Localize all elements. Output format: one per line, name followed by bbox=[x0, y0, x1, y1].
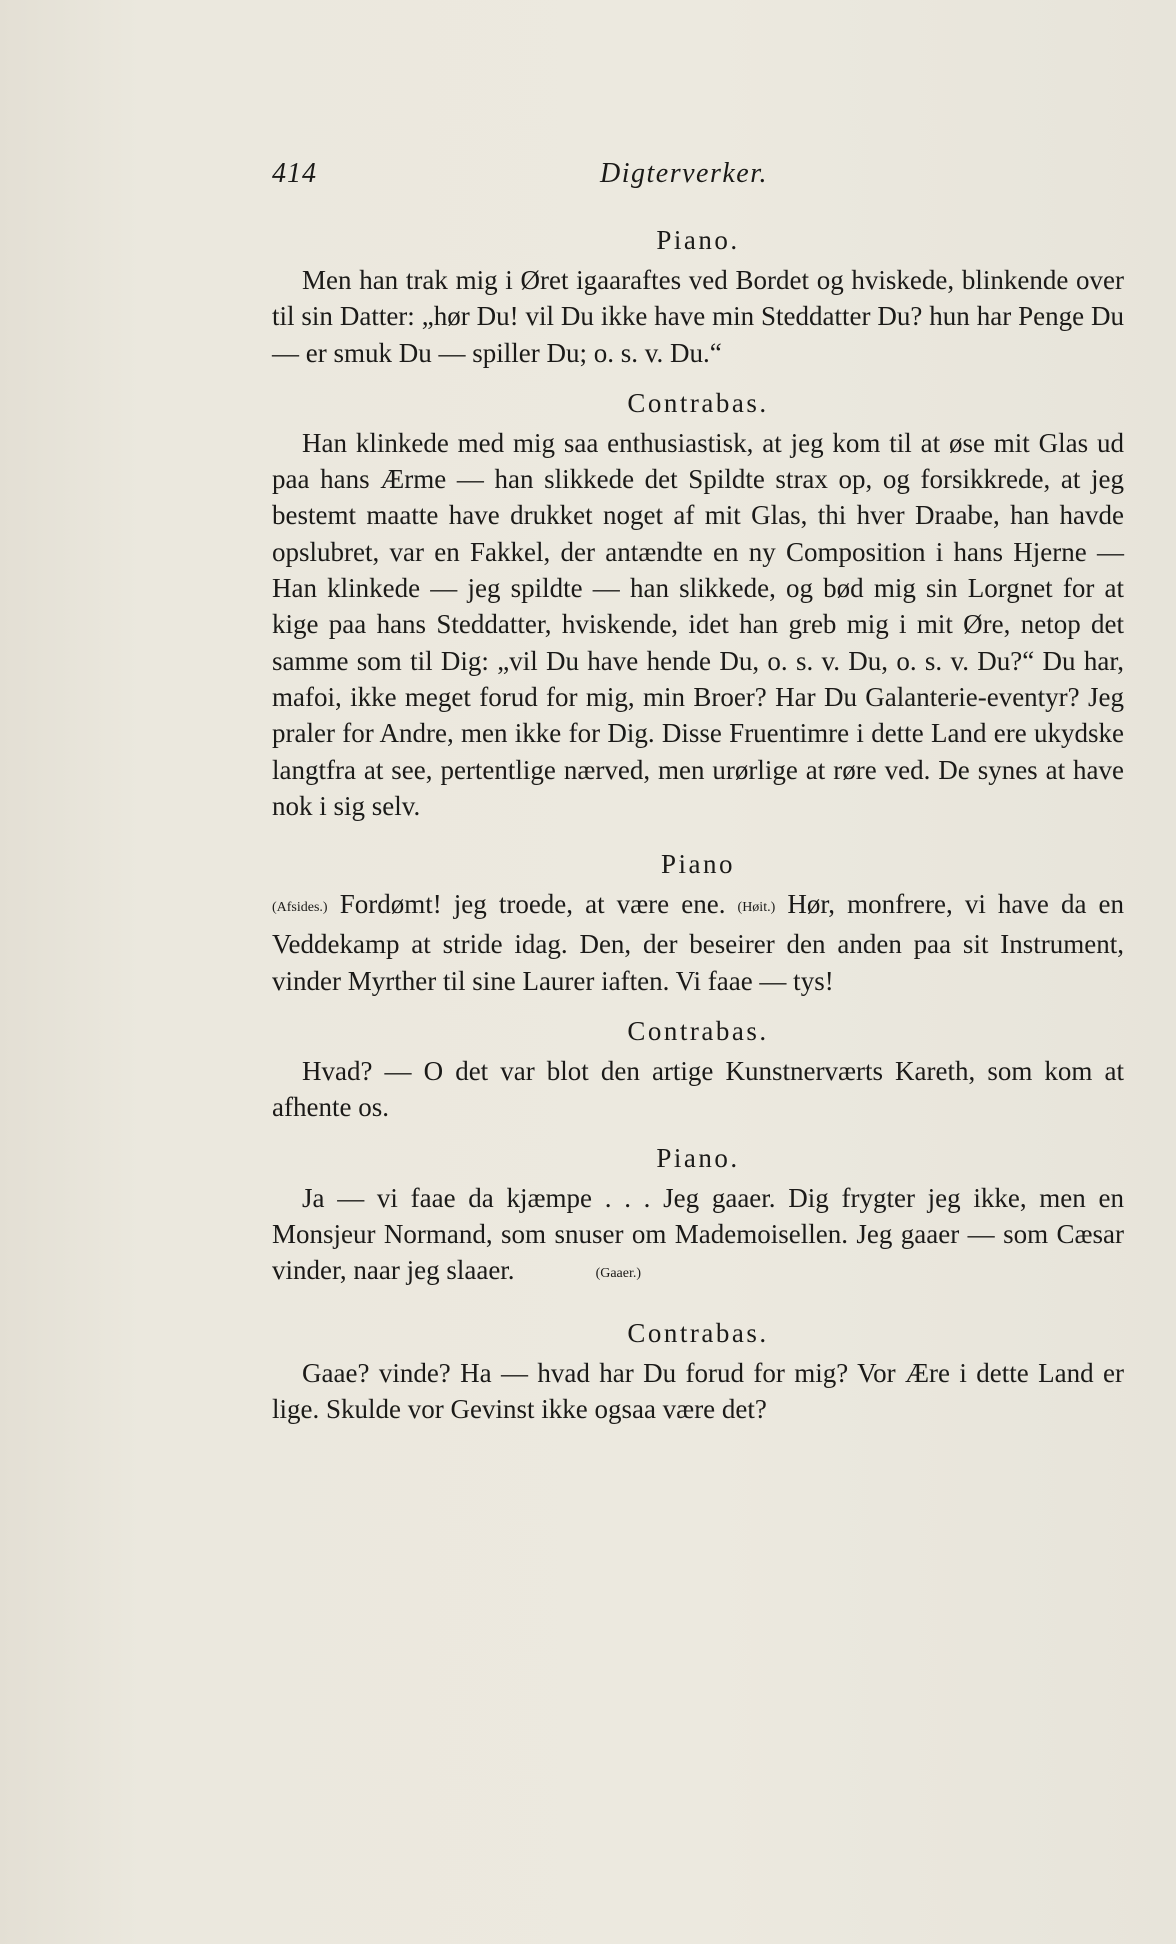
dialogue-paragraph bbox=[272, 1180, 1124, 1293]
dialogue-paragraph: Gaae? vinde? Ha — hvad har Du forud for mig? Vor Ære i dette Land er lige. Skulde vor Gevinst ikke ogsaa være det? bbox=[272, 1357, 1124, 1424]
dialogue-paragraph: Hvad? — O det var blot den artige Kunstnerværts Kareth, som kom at afhente os. bbox=[272, 1056, 1124, 1123]
speaker-heading: Piano bbox=[660, 849, 735, 880]
dialogue-text: Ja — vi faae da kjæmpe . . . Jeg gaaer. Dig frygter jeg ikke, men en Monsjeur Normand, som snuser om Mademoisellen. Jeg gaaer — som Cæsar vinder, naar jeg slaaer. bbox=[272, 1182, 1124, 1286]
dialogue-paragraph: Men han trak mig i Øret igaaraftes ved Bordet og hviskede, blinkende over til sin Datter: „hør Du! vil Du ikke have min Steddatter Du? hun har Penge Du — er smuk Du — spiller Du; o. s. v. Du.“ bbox=[272, 265, 1124, 368]
page-number: 414 bbox=[272, 158, 317, 189]
dialogue-paragraph: Han klinkede med mig saa enthusiastisk, at jeg kom til at øse mit Glas ud paa hans Ærme — han slikkede det Spildte strax op, og forsikkrede, at jeg bestemt maatte have drukket noget af mit Glas, thi hver Draabe, han havde opslubret, var en Fakkel, der antændte en ny Composition i hans Hjerne — Han klinkede — jeg spildte — han slikkede, og bød mig sin Lorgnet for at kige paa hans Steddatter, hviskende, idet han greb mig i mit Øre, netop det samme som til Dig: „vil Du have hende Du, o. s. v. Du, o. s. v. Du?“ Du har, mafoi, ikke meget forud for mig, min Broer? Har Du Galanterie-eventyr? Jeg praler for Andre, men ikke for Dig. Disse Fruentimre i dette Land ere ukydske langtfra at see, pertentlige nærved, men urørlige at røre ved. De synes at have nok i sig selv. bbox=[272, 427, 1124, 821]
dialogue-paragraph bbox=[272, 886, 1124, 999]
speaker-heading: Piano. bbox=[656, 225, 740, 255]
page-body bbox=[272, 222, 1124, 1427]
speaker-heading: Contrabas. bbox=[627, 387, 769, 418]
speaker-heading: Contrabas. bbox=[627, 1016, 769, 1047]
dialogue-text: Hør, monfrere, vi have da en Veddekamp at stride idag. Den, der beseirer den anden paa sit Instrument, vinder Myrther til sine Laurer iaften. Vi faae — tys! bbox=[272, 889, 1124, 996]
stage-direction: (Høit.) bbox=[737, 900, 776, 916]
dialogue-text: Fordømt! jeg troede, at være ene. bbox=[339, 889, 726, 920]
stage-direction: (Afsides.) bbox=[272, 900, 328, 916]
page-header bbox=[272, 158, 1124, 198]
stage-direction: (Gaaer.) bbox=[595, 1266, 642, 1282]
speaker-heading: Piano. bbox=[656, 1142, 740, 1173]
running-title: Digterverker. bbox=[600, 158, 769, 189]
speaker-heading: Contrabas. bbox=[627, 1317, 769, 1348]
